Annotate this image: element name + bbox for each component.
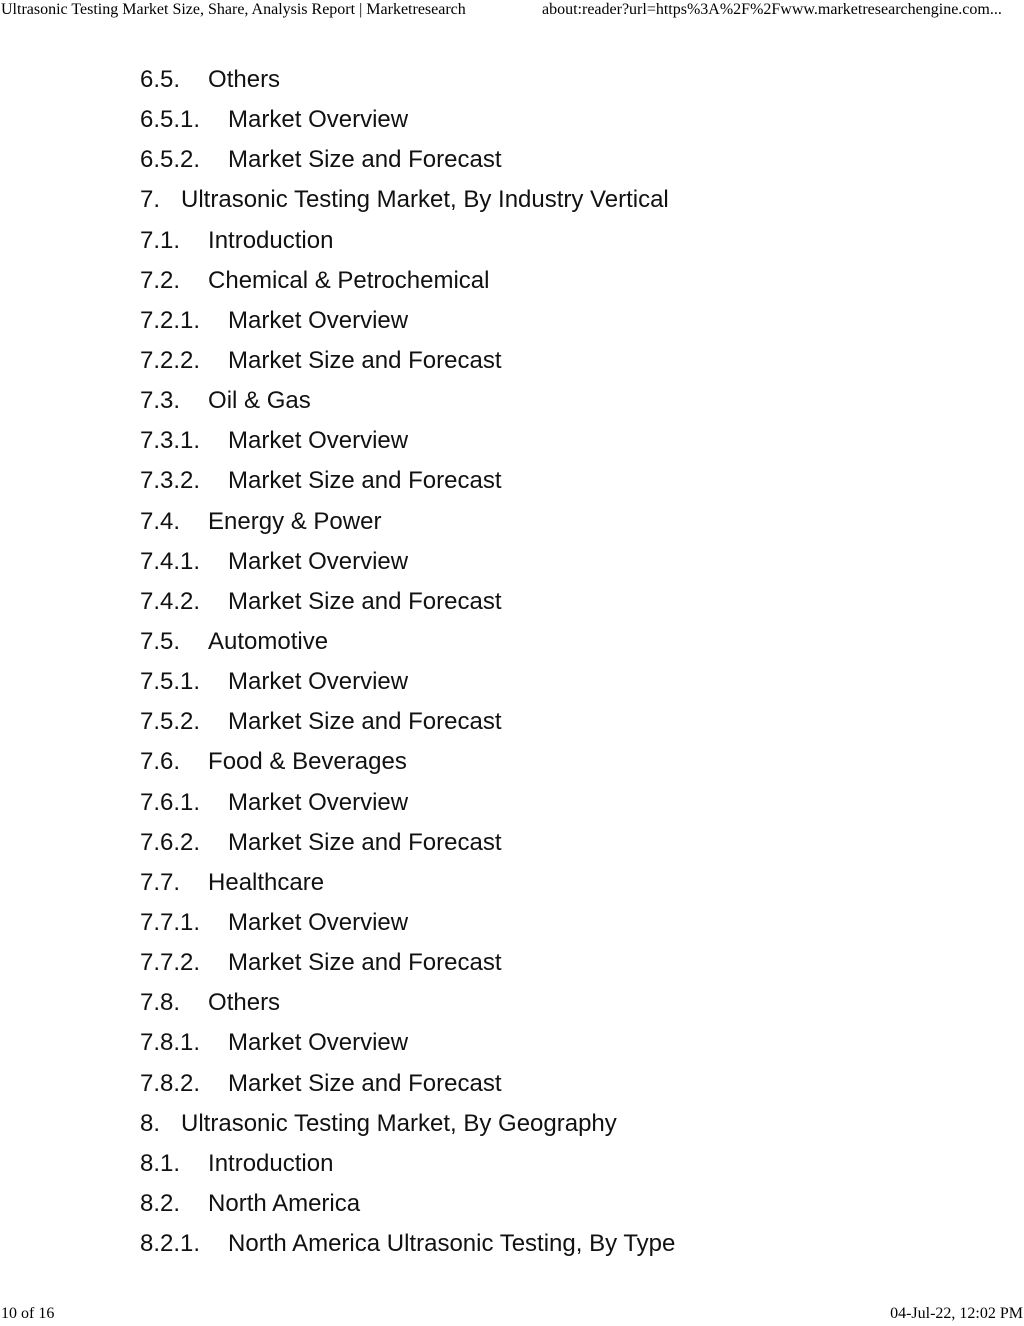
toc-entry-number: 7.5. <box>140 627 181 655</box>
toc-entry-title: Market Size and Forecast <box>228 587 502 615</box>
toc-entry <box>140 381 1000 421</box>
toc-entry-number: 7.4.2. <box>140 587 201 615</box>
toc-entry-title: Ultrasonic Testing Market, By Geography <box>181 1109 617 1137</box>
toc-entry-title: Healthcare <box>208 868 325 896</box>
toc-entry <box>140 180 1000 220</box>
toc-entry-number: 8.2. <box>140 1189 181 1217</box>
toc-entry-title: Chemical & Petrochemical <box>208 266 490 294</box>
toc-entry-number: 7.3.1. <box>140 427 201 455</box>
toc-entry-title: Market Overview <box>228 106 409 134</box>
toc-entry-title: Market Size and Forecast <box>228 708 502 736</box>
toc-entry <box>140 622 1000 662</box>
toc-entry-number: 6.5.2. <box>140 146 201 174</box>
toc-entry-number: 7.8.2. <box>140 1069 201 1097</box>
toc-entry <box>140 983 1000 1023</box>
toc-entry-title: Market Overview <box>228 306 409 334</box>
toc-entry <box>140 1104 1000 1144</box>
toc-entry-number: 7.2.1. <box>140 306 201 334</box>
toc-entry <box>140 1064 1000 1104</box>
toc-entry <box>140 261 1000 301</box>
toc-entry-number: 7. <box>140 186 161 214</box>
toc-entry-title: Introduction <box>208 226 334 254</box>
toc-entry-number: 7.7.2. <box>140 949 201 977</box>
toc-entry-number: 7.5.1. <box>140 668 201 696</box>
toc-entry-title: Others <box>208 989 281 1017</box>
toc-entry <box>140 341 1000 381</box>
toc-entry-title: Oil & Gas <box>208 387 311 415</box>
toc-entry <box>140 1144 1000 1184</box>
toc-entry-title: Market Overview <box>228 788 409 816</box>
toc-entry-title: Others <box>208 66 281 93</box>
toc-entry <box>140 783 1000 823</box>
toc-entry <box>140 140 1000 180</box>
toc-entry-number: 7.4.1. <box>140 547 201 575</box>
print-header <box>0 0 1024 22</box>
toc-entry-title: Market Overview <box>228 668 409 696</box>
print-footer <box>0 1304 1024 1326</box>
toc-entry <box>140 662 1000 702</box>
toc-entry <box>140 301 1000 341</box>
toc-entry-number: 8.1. <box>140 1149 181 1177</box>
toc-entry <box>140 903 1000 943</box>
toc-entry-number: 7.7. <box>140 868 181 896</box>
toc-entry <box>140 461 1000 501</box>
toc-entry-title: Market Overview <box>228 908 409 936</box>
toc-entry-title: Automotive <box>208 627 329 655</box>
toc-entry <box>140 1023 1000 1063</box>
page-number: 10 of 16 <box>1 1305 55 1322</box>
toc-entry-title: Market Size and Forecast <box>228 146 502 174</box>
toc-entry <box>140 1224 1000 1264</box>
toc-entry-title: Introduction <box>208 1149 334 1177</box>
toc-entry <box>140 60 1000 100</box>
toc-entry-title: Market Size and Forecast <box>228 828 502 856</box>
toc-entry <box>140 823 1000 863</box>
toc-entry <box>140 1184 1000 1224</box>
toc-entry <box>140 742 1000 782</box>
toc-entry-number: 6.5. <box>140 66 181 93</box>
toc-entry-title: Market Size and Forecast <box>228 949 502 977</box>
toc-entry-title: Ultrasonic Testing Market, By Industry Vertical <box>181 186 669 214</box>
toc-entry-number: 7.6. <box>140 748 181 776</box>
toc-entry-title: Market Overview <box>228 547 409 575</box>
toc-entry-number: 7.6.2. <box>140 828 201 856</box>
print-datetime: 04-Jul-22, 12:02 PM <box>890 1305 1023 1322</box>
toc-entry-number: 7.5.2. <box>140 708 201 736</box>
toc-entry-number: 7.3.2. <box>140 467 201 495</box>
toc-entry-number: 7.3. <box>140 387 181 415</box>
toc-entry <box>140 943 1000 983</box>
toc-entry-title: Market Size and Forecast <box>228 467 502 495</box>
toc-entry-title: North America Ultrasonic Testing, By Type <box>228 1230 676 1258</box>
toc-entry-number: 7.4. <box>140 507 181 535</box>
toc-entry-title: Market Size and Forecast <box>228 1069 502 1097</box>
table-of-contents <box>140 60 1000 1264</box>
toc-entry-number: 7.6.1. <box>140 788 201 816</box>
toc-entry <box>140 421 1000 461</box>
toc-entry <box>140 582 1000 622</box>
toc-entry <box>140 502 1000 542</box>
toc-entry <box>140 542 1000 582</box>
toc-entry-number: 8.2.1. <box>140 1230 201 1258</box>
page-url: about:reader?url=https%3A%2F%2Fwww.marketresearchengine.com... <box>542 1 1002 18</box>
toc-entry-title: Food & Beverages <box>208 748 407 776</box>
toc-entry-title: Market Overview <box>228 1029 409 1057</box>
toc-entry-number: 7.8. <box>140 989 181 1017</box>
toc-entry-number: 7.1. <box>140 226 181 254</box>
toc-entry-number: 6.5.1. <box>140 106 201 134</box>
toc-entry <box>140 100 1000 140</box>
toc-entry-number: 7.2. <box>140 266 181 294</box>
toc-entry-number: 7.7.1. <box>140 908 201 936</box>
toc-entry-number: 7.8.1. <box>140 1029 201 1057</box>
toc-entry <box>140 702 1000 742</box>
toc-entry-number: 8. <box>140 1109 161 1137</box>
toc-entry-title: Market Overview <box>228 427 409 455</box>
page-title: Ultrasonic Testing Market Size, Share, Analysis Report | Marketresearch <box>1 1 466 18</box>
toc-entry-title: North America <box>208 1189 361 1217</box>
toc-entry-number: 7.2.2. <box>140 346 201 374</box>
toc-entry <box>140 863 1000 903</box>
toc-entry-title: Energy & Power <box>208 507 382 535</box>
toc-entry-title: Market Size and Forecast <box>228 346 502 374</box>
toc-entry <box>140 221 1000 261</box>
